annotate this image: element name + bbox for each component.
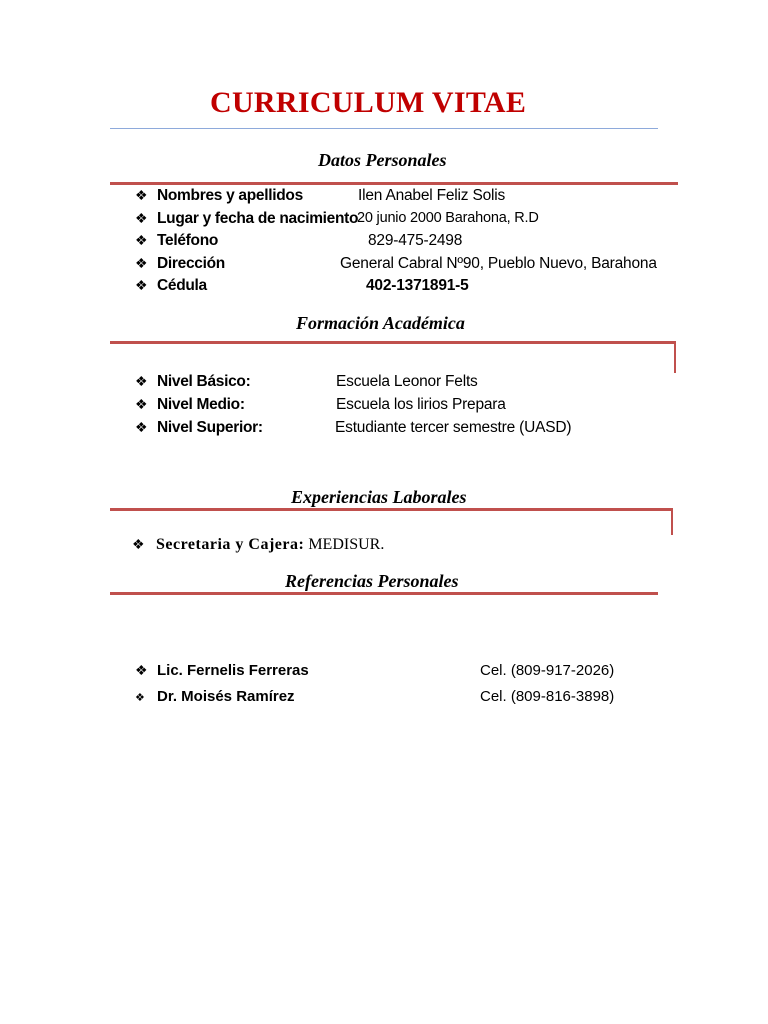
item-value: Escuela Leonor Felts — [336, 373, 478, 390]
item-value: 402-1371891-5 — [366, 277, 469, 294]
item-value: Ilen Anabel Feliz Solis — [358, 187, 506, 204]
personal-item-birth — [135, 210, 539, 227]
item-label: Secretaria y Cajera: — [156, 536, 305, 553]
bullet-icon: ❖ — [135, 232, 148, 248]
item-value: Estudiante tercer semestre (UASD) — [335, 419, 572, 436]
section-heading-personal: Datos Personales — [318, 150, 447, 170]
item-value: 829-475-2498 — [368, 232, 463, 249]
academic-item-basic — [135, 373, 478, 390]
item-value: Cel. (809-816-3898) — [480, 688, 615, 705]
personal-item-name — [135, 187, 506, 204]
document-title: CURRICULUM VITAE — [210, 86, 527, 119]
reference-item-0 — [135, 662, 615, 679]
item-label: Lic. Fernelis Ferreras — [157, 662, 309, 679]
item-value: Cel. (809-917-2026) — [480, 662, 615, 679]
section-divider-references — [110, 592, 658, 595]
personal-item-address — [135, 255, 657, 272]
section-heading-references: Referencias Personales — [285, 571, 459, 591]
item-label: Dirección — [157, 255, 225, 272]
item-label: Lugar y fecha de nacimiento — [157, 210, 359, 227]
personal-item-id — [135, 277, 469, 294]
personal-item-phone — [135, 232, 463, 249]
academic-item-middle — [135, 396, 506, 413]
work-item-0 — [132, 536, 384, 554]
item-value: General Cabral Nº90, Pueblo Nuevo, Barahona — [340, 255, 657, 272]
item-label: Nombres y apellidos — [157, 187, 303, 204]
section-divider-tick — [674, 343, 676, 373]
bullet-icon: ❖ — [132, 538, 145, 553]
item-label: Cédula — [157, 277, 207, 294]
item-label: Nivel Medio: — [157, 396, 245, 413]
section-divider-personal — [110, 182, 678, 185]
bullet-icon: ❖ — [135, 277, 148, 293]
item-value: MEDISUR. — [308, 536, 385, 553]
bullet-icon: ❖ — [135, 210, 148, 226]
section-divider-work — [110, 508, 673, 511]
item-label: Teléfono — [157, 232, 219, 249]
item-label: Nivel Básico: — [157, 373, 251, 390]
section-divider-academic — [110, 341, 676, 344]
section-heading-academic: Formación Académica — [296, 313, 465, 333]
bullet-icon: ❖ — [135, 692, 145, 704]
section-heading-work: Experiencias Laborales — [291, 487, 467, 507]
item-label: Dr. Moisés Ramírez — [157, 688, 295, 705]
reference-item-1 — [135, 688, 615, 705]
bullet-icon: ❖ — [135, 419, 148, 435]
bullet-icon: ❖ — [135, 396, 148, 412]
bullet-icon: ❖ — [135, 373, 148, 389]
item-value: Escuela los lirios Prepara — [336, 396, 506, 413]
bullet-icon: ❖ — [135, 255, 148, 271]
title-divider — [110, 128, 658, 129]
academic-item-superior — [135, 419, 572, 436]
bullet-icon: ❖ — [135, 662, 148, 678]
section-divider-tick — [671, 510, 673, 535]
bullet-icon: ❖ — [135, 187, 148, 203]
item-value: 20 junio 2000 Barahona, R.D — [357, 210, 539, 226]
item-label: Nivel Superior: — [157, 419, 263, 436]
